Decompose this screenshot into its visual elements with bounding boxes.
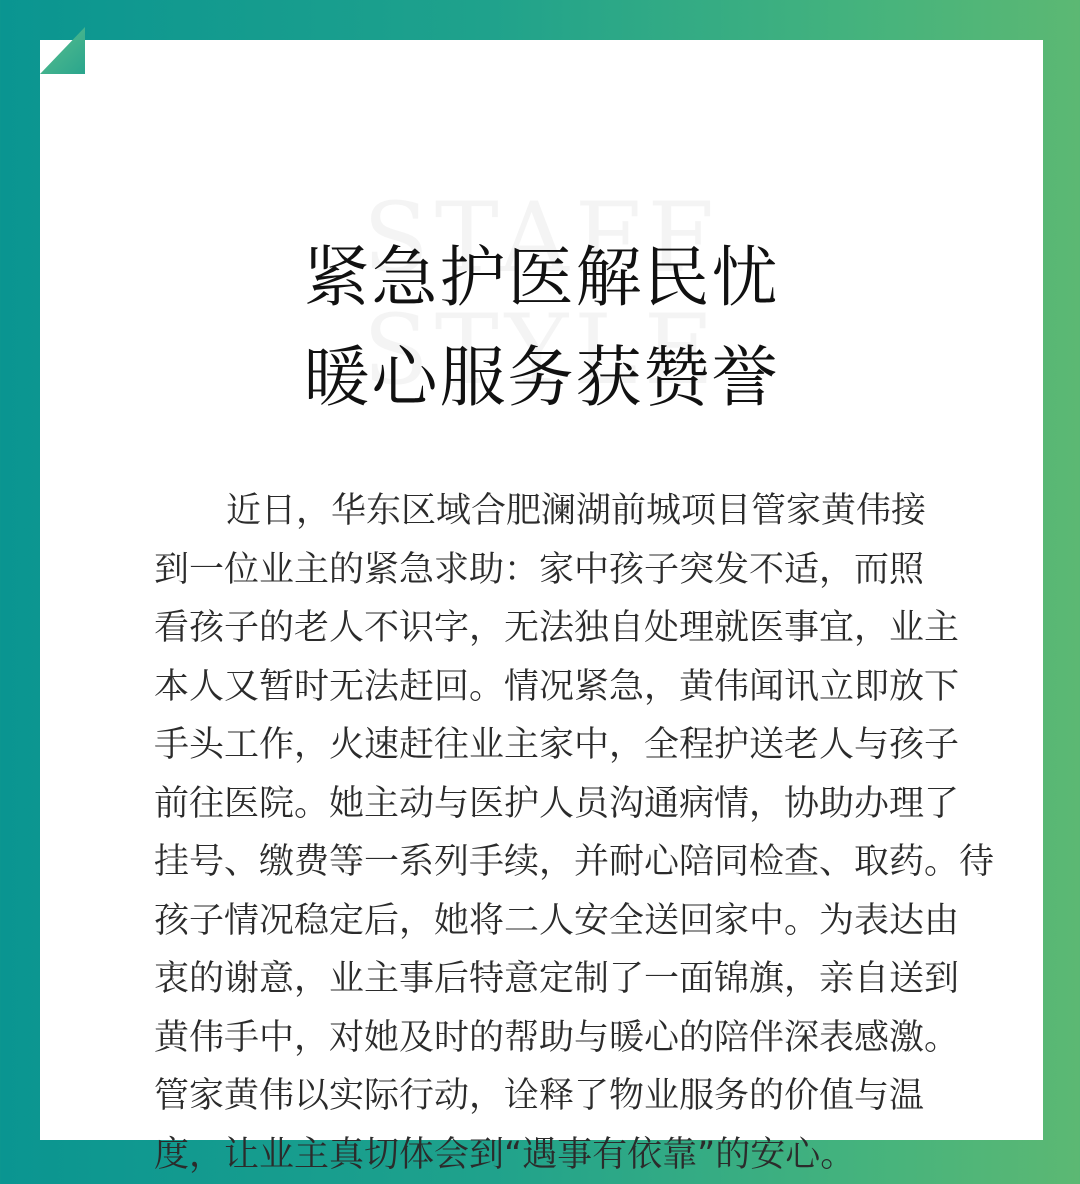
body-line: 看孩子的老人不识字，无法独自处理就医事宜，业主 [154, 599, 1014, 658]
body-line: 近日，华东区域合肥澜湖前城项目管家黄伟接 [154, 482, 1014, 541]
body-line: 手头工作，火速赶往业主家中，全程护送老人与孩子 [154, 716, 1014, 775]
article-card [40, 40, 1043, 1140]
body-line: 前往医院。她主动与医护人员沟通病情，协助办理了 [154, 775, 1014, 834]
title-line-2: 暖心服务获赞誉 [40, 328, 1043, 428]
body-line: 孩子情况稳定后，她将二人安全送回家中。为表达由 [154, 892, 1014, 951]
body-line: 本人又暂时无法赶回。情况紧急，黄伟闻讯立即放下 [154, 658, 1014, 717]
body-line: 挂号、缴费等一系列手续，并耐心陪同检查、取药。待 [154, 833, 1014, 892]
body-line: 黄伟手中，对她及时的帮助与暖心的陪伴深表感激。 [154, 1009, 1014, 1068]
body-line: 到一位业主的紧急求助：家中孩子突发不适，而照 [154, 541, 1014, 600]
body-line: 管家黄伟以实际行动，诠释了物业服务的价值与温 [154, 1067, 1014, 1126]
body-line: 度，让业主真切体会到“遇事有依靠”的安心。 [154, 1126, 1014, 1184]
body-line: 衷的谢意，业主事后特意定制了一面锦旗，亲自送到 [154, 950, 1014, 1009]
article-body [154, 482, 1014, 1184]
title-line-1: 紧急护医解民忧 [40, 228, 1043, 328]
article-title [40, 228, 1043, 428]
